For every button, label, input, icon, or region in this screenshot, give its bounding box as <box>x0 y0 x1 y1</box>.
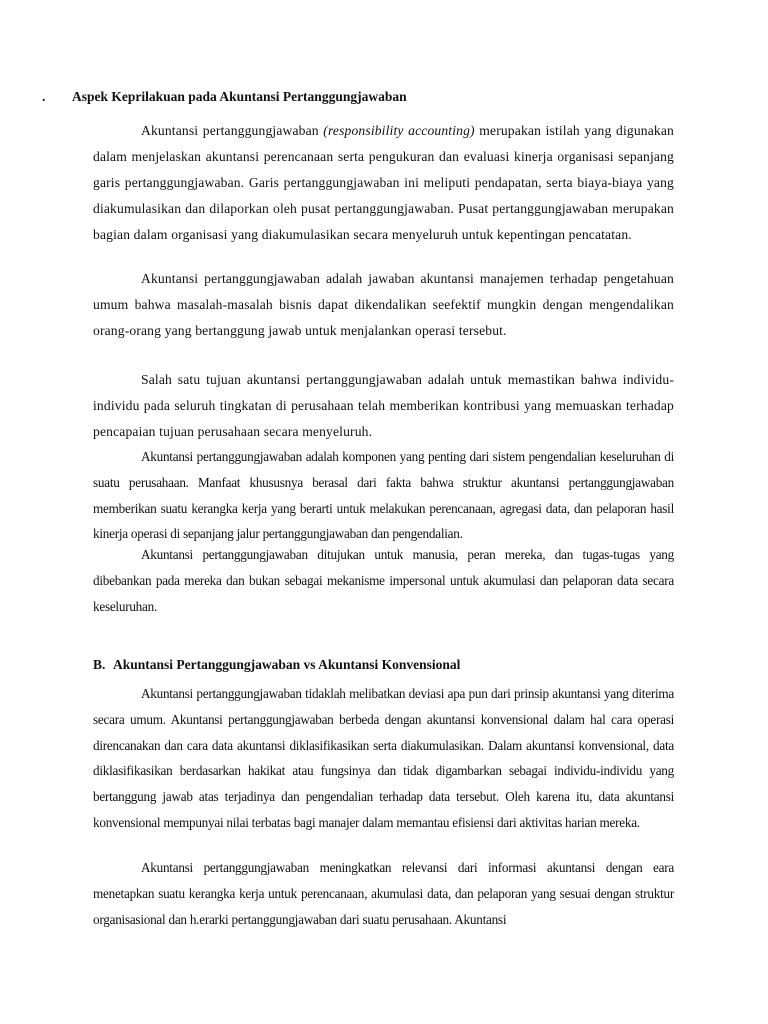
paragraph-a2: Akuntansi pertanggungjawaban adalah jawaban akuntansi manajemen terhadap pengetahuan umum bahwa masalah-masalah bisnis dapat dikendalikan seefektif mungkin dengan mengendalikan orang-orang yang bertanggung jawab untuk menjalankan operasi tersebut. <box>93 271 674 338</box>
paragraph-a5: Akuntansi pertanggungjawaban ditujukan untuk manusia, peran mereka, dan tugas-tugas yang dibebankan pada mereka dan bukan sebagai mekanisme impersonal untuk akumulasi dan pelaporan data secara keseluruhan. <box>93 547 674 614</box>
paragraph-a1-text-start: Akuntansi pertanggungjawaban <box>141 123 324 138</box>
section-a-heading <box>42 88 682 106</box>
paragraph-a1-text-end: merupakan istilah yang digunakan dalam menjelaskan akuntansi perencanaan serta pengukuran dan evaluasi kinerja organisasi sepanjang garis pertanggungjawaban. Garis pertanggungjawaban ini meliputi pendapatan, serta biaya-biaya yang diakumulasikan dan dilaporkan oleh pusat pertanggungjawaban. Pusat pertanggungjawaban merupakan bagian dalam organisasi yang diakumulasikan secara menyeluruh untuk kepentingan pencatatan. <box>93 123 674 242</box>
page-bottom-margin <box>0 940 768 1024</box>
paragraph-a1-term: (responsibility accounting) <box>323 123 475 138</box>
paragraph-b1: Akuntansi pertanggungjawaban tidaklah melibatkan deviasi apa pun dari prinsip akuntansi yang diterima secara umum. Akuntansi pertanggungjawaban berbeda dengan akuntansi konvensional dalam hal cara operasi direncanakan dan cara data akuntansi diklasifikasikan serta diakumulasikan. Dalam akuntansi konvensional, data diklasifikasikan berdasarkan hakikat atau fungsinya dan tidak digambarkan sebagai individu-individu yang bertanggung jawab atas terjadinya dan pengendalian terhadap data tersebut. Oleh karena itu, data akuntansi konvensional mempunyai nilai terbatas bagi manajer dalam memantau efisiensi dari aktivitas harian mereka. <box>93 686 674 830</box>
section-b-heading <box>93 656 693 674</box>
section-a-marker: . <box>42 89 46 104</box>
paragraph-a1 <box>93 118 674 248</box>
section-b-title: Akuntansi Pertanggungjawaban vs Akuntansi Konvensional <box>113 657 461 672</box>
section-b-marker: B. <box>93 657 106 672</box>
section-a-title: Aspek Keprilakuan pada Akuntansi Pertanggungjawaban <box>72 89 407 104</box>
paragraph-a4: Akuntansi pertanggungjawaban adalah komponen yang penting dari sistem pengendalian keseluruhan di suatu perusahaan. Manfaat khususnya berasal dari fakta bahwa struktur akuntansi pertanggungjawaban memberikan suatu kerangka kerja yang berarti untuk melakukan perencanaan, agregasi data, dan pelaporan hasil kinerja operasi di sepanjang jalur pertanggungjawaban dan pengendalian. <box>93 449 674 542</box>
paragraph-a3: Salah satu tujuan akuntansi pertanggungjawaban adalah untuk memastikan bahwa individu-individu pada seluruh tingkatan di perusahaan telah memberikan kontribusi yang memuaskan terhadap pencapaian tujuan perusahaan secara menyeluruh. <box>93 372 674 439</box>
paragraph-b2: Akuntansi pertanggungjawaban meningkatkan relevansi dari informasi akuntansi dengan eara menetapkan suatu kerangka kerja untuk perencanaan, akumulasi data, dan pelaporan yang sesuai dengan struktur organisasional dan h.erarki pertanggungjawaban dari suatu perusahaan. Akuntansi <box>93 860 674 927</box>
